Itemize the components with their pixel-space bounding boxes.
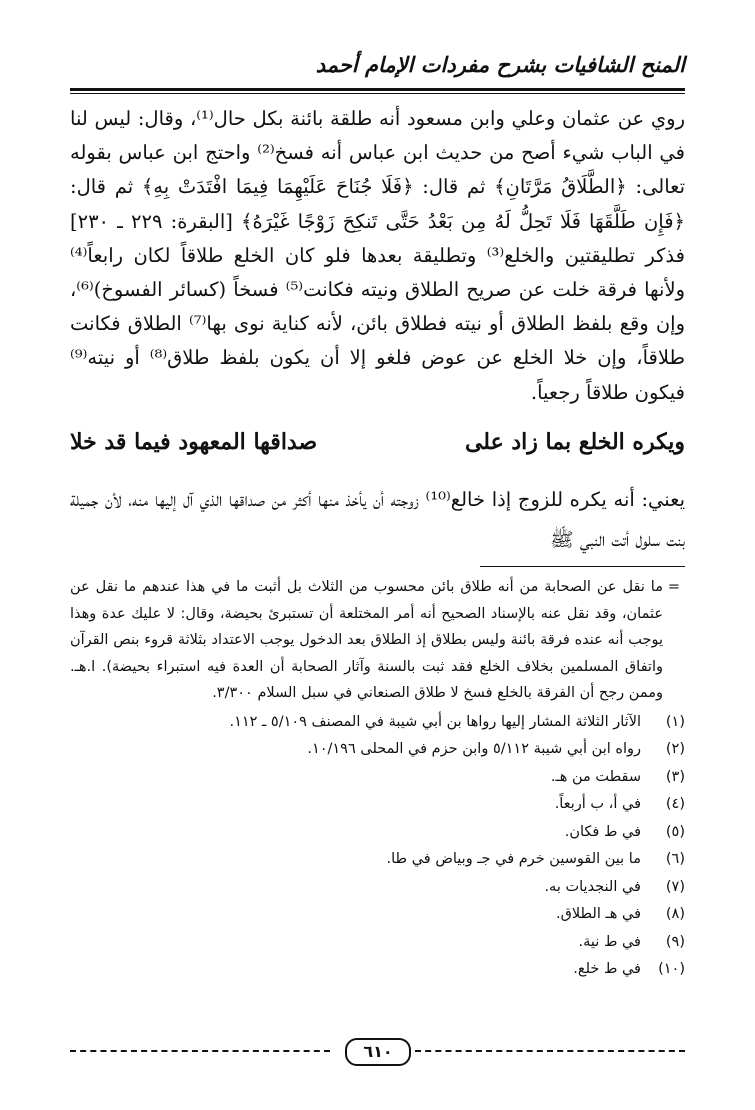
footnote-item: [70, 791, 685, 819]
header-rule: [70, 88, 685, 94]
footnote-text: رواه ابن أبي شيبة ٥/١١٢ وابن حزم في المحلى ١٠/١٩٦.: [307, 741, 641, 757]
footnote-text: ما بين القوسين خرم في جـ وبياض في طا.: [386, 851, 641, 867]
footnote-number: (٦): [665, 851, 685, 867]
verse-heading: [70, 422, 685, 462]
footnote-number: (٢): [665, 741, 685, 757]
commentary-paragraph: يعني: أنه يكره للزوج إذا خالع⁽¹⁰⁾ زوجته أن يأخذ منها أكثر من صداقها الذي آل إليها منه، لأن جميلة بنت سلول أتت النبي ﷺ: [70, 488, 685, 551]
footnote-continuation: [70, 574, 685, 707]
footnote-item: [70, 709, 685, 737]
footnote-number: (١٠): [658, 961, 685, 977]
footer-dashed-line-left: [70, 1050, 330, 1052]
running-header-title: المنح الشافيات بشرح مفردات الإمام أحمد: [315, 52, 685, 77]
footnote-number: (٤): [665, 796, 685, 812]
footnote-list: [70, 709, 685, 984]
footnotes: [70, 574, 685, 984]
footnote-text: في ط خلع.: [573, 961, 641, 977]
footer-dashed-line-right: [415, 1050, 685, 1052]
verse-second-hemistich: صداقها المعهود فيما قد خلا: [70, 429, 318, 455]
commentary-text: [70, 480, 685, 560]
footnote-item: [70, 956, 685, 984]
footnote-item: [70, 929, 685, 957]
footnote-item: [70, 736, 685, 764]
footnote-item: [70, 846, 685, 874]
footnote-text: في ط نية.: [578, 933, 641, 950]
main-text: [70, 102, 685, 410]
footnote-number: (٥): [665, 823, 685, 840]
footnote-text: الآثار الثلاثة المشار إليها رواها بن أبي شيبة في المصنف ٥/١٠٩ ـ ١١٢.: [229, 713, 641, 730]
page-footer: [70, 1038, 685, 1064]
footnote-item: [70, 764, 685, 792]
continuation-text: ما نقل عن الصحابة من أنه طلاق بائن محسوب من الثلاث بل أثبت ما في هذا عندهم ما نقل عن عثمان، وقد نقل عنه بالإسناد الصحيح أنه أمر المختلعة أن تستبرئ بحيضة، وقال: لا عليك عدة وهذا يوجب أنه عنده فرقة بائنة وليس بطلاق إذ الطلاق بعد الدخول يوجب الاعتداد بثلاثة قروء بنص القرآن واتفاق المسلمين بخلاف الخلع فقد ثبت بالسنة وآثار الصحابة أن العدة فيه استبراء بحيضة). ا.هـ. وممن رجح أن الفرقة بالخلع فسخ لا طلاق الصنعاني في سبل السلام ٣/٣٠٠.: [70, 579, 663, 701]
footnote-number: (٩): [665, 933, 685, 950]
footnote-item: [70, 819, 685, 847]
footnote-text: في النجديات به.: [544, 878, 641, 895]
footnote-item: [70, 874, 685, 902]
footnote-number: (٧): [665, 878, 685, 895]
footnote-item: [70, 901, 685, 929]
footnote-separator: [480, 566, 685, 567]
footnote-number: (١): [665, 713, 685, 730]
footnote-text: سقطت من هـ.: [550, 768, 641, 785]
footnote-text: في هـ الطلاق.: [556, 906, 641, 922]
verse-first-hemistich: ويكره الخلع بما زاد على: [464, 429, 685, 455]
continuation-mark: =: [667, 579, 681, 595]
main-paragraph: روي عن عثمان وعلي وابن مسعود أنه طلقة بائنة بكل حال⁽¹⁾، وقال: ليس لنا في الباب شيء أصح من حديث ابن عباس أنه فسخ⁽²⁾ واحتج ابن عباس بقوله تعالى: ﴿الطَّلَاقُ مَرَّتَانِ﴾ ثم قال: ﴿فَلَا جُنَاحَ عَلَيْهِمَا فِيمَا افْتَدَتْ بِهِ﴾ ثم قال: ﴿فَإِن طَلَّقَهَا فَلَا تَحِلُّ لَهُ مِن بَعْدُ حَتَّى تَنكِحَ زَوْجًا غَيْرَهُ﴾ [البقرة: ٢٢٩ ـ ٢٣٠] فذكر تطليقتين والخلع⁽³⁾ وتطليقة بعدها فلو كان الخلع طلاقاً لكان رابعاً⁽⁴⁾ ولأنها فرقة خلت عن صريح الطلاق ونيته فكانت⁽⁵⁾ فسخاً (كسائر الفسوخ)⁽⁶⁾، وإن وقع بلفظ الطلاق أو نيته فطلاق بائن، لأنه كناية نوى بها⁽⁷⁾ الطلاق فكانت طلاقاً، وإن خلا الخلع عن عوض فلغو إلا أن يكون بلفظ طلاق⁽⁸⁾ أو نيته⁽⁹⁾ فيكون طلاقاً رجعياً.: [70, 107, 685, 404]
footnote-text: في ط فكان.: [564, 823, 641, 840]
footnote-text: في أ، ب أربعاً.: [554, 796, 641, 812]
page-number: ٦١٠: [345, 1038, 411, 1066]
footnote-number: (٨): [665, 906, 685, 922]
footnote-number: (٣): [665, 768, 685, 785]
